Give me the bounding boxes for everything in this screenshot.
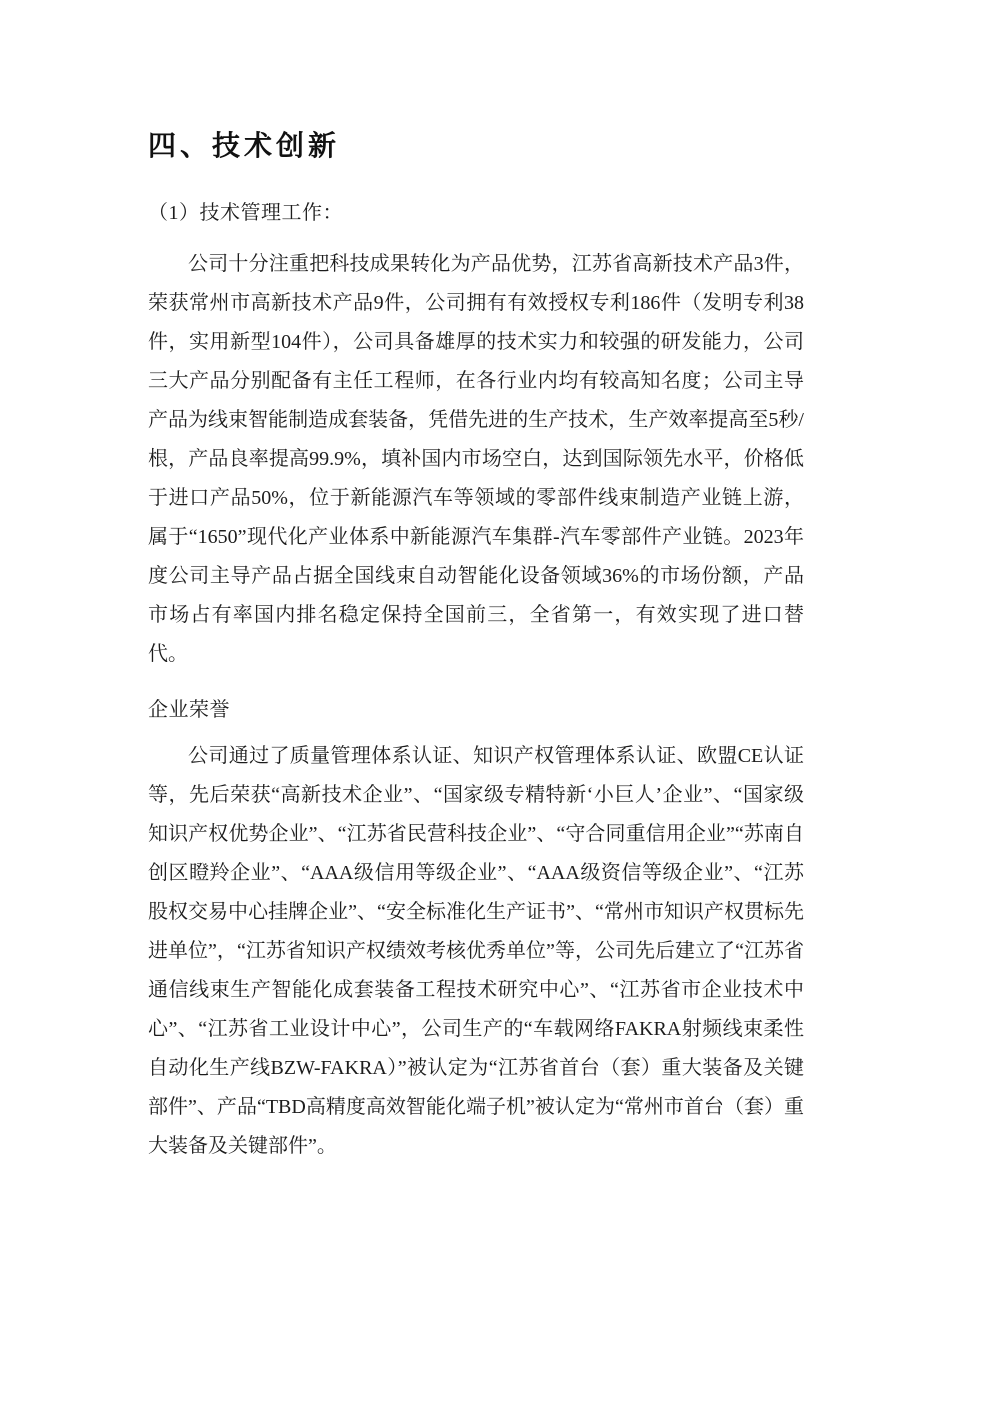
document-content	[148, 0, 804, 1166]
page-title: 四、技术创新	[148, 130, 341, 161]
paragraph-tech-management: 公司十分注重把科技成果转化为产品优势，江苏省高新技术产品3件，荣获常州市高新技术产品9件，公司拥有有效授权专利186件（发明专利38件，实用新型104件），公司具备雄厚的技术实力和较强的研发能力，公司三大产品分别配备有主任工程师，在各行业内均有较高知名度；公司主导产品为线束智能制造成套装备，凭借先进的生产技术，生产效率提高至5秒/根，产品良率提高99.9%，填补国内市场空白，达到国际领先水平，价格低于进口产品50%，位于新能源汽车等领域的零部件线束制造产业链上游，属于“1650”现代化产业体系中新能源汽车集群-汽车零部件产业链。2023年度公司主导产品占据全国线束自动智能化设备领域36%的市场份额，产品市场占有率国内排名稳定保持全国前三，全省第一，有效实现了进口替代。	[148, 253, 804, 665]
paragraph-enterprise-honors: 公司通过了质量管理体系认证、知识产权管理体系认证、欧盟CE认证等，先后荣获“高新技术企业”、“国家级专精特新‘小巨人’企业”、“国家级知识产权优势企业”、“江苏省民营科技企业”、“守合同重信用企业”“苏南自创区瞪羚企业”、“AAA级信用等级企业”、“AAA级资信等级企业”、“江苏股权交易中心挂牌企业”、“安全标准化生产证书”、“常州市知识产权贯标先进单位”，“江苏省知识产权绩效考核优秀单位”等，公司先后建立了“江苏省通信线束生产智能化成套装备工程技术研究中心”、“江苏省市企业技术中心”、“江苏省工业设计中心”，公司生产的“车载网络FAKRA射频线束柔性自动化生产线BZW-FAKRA）”被认定为“江苏省首台（套）重大装备及关键部件”、产品“TBD高精度高效智能化端子机”被认定为“常州市首台（套）重大装备及关键部件”。	[148, 745, 804, 1157]
subheading-enterprise-honors: 企业荣誉	[148, 699, 230, 721]
section-label-tech-management: （1）技术管理工作：	[148, 202, 343, 224]
